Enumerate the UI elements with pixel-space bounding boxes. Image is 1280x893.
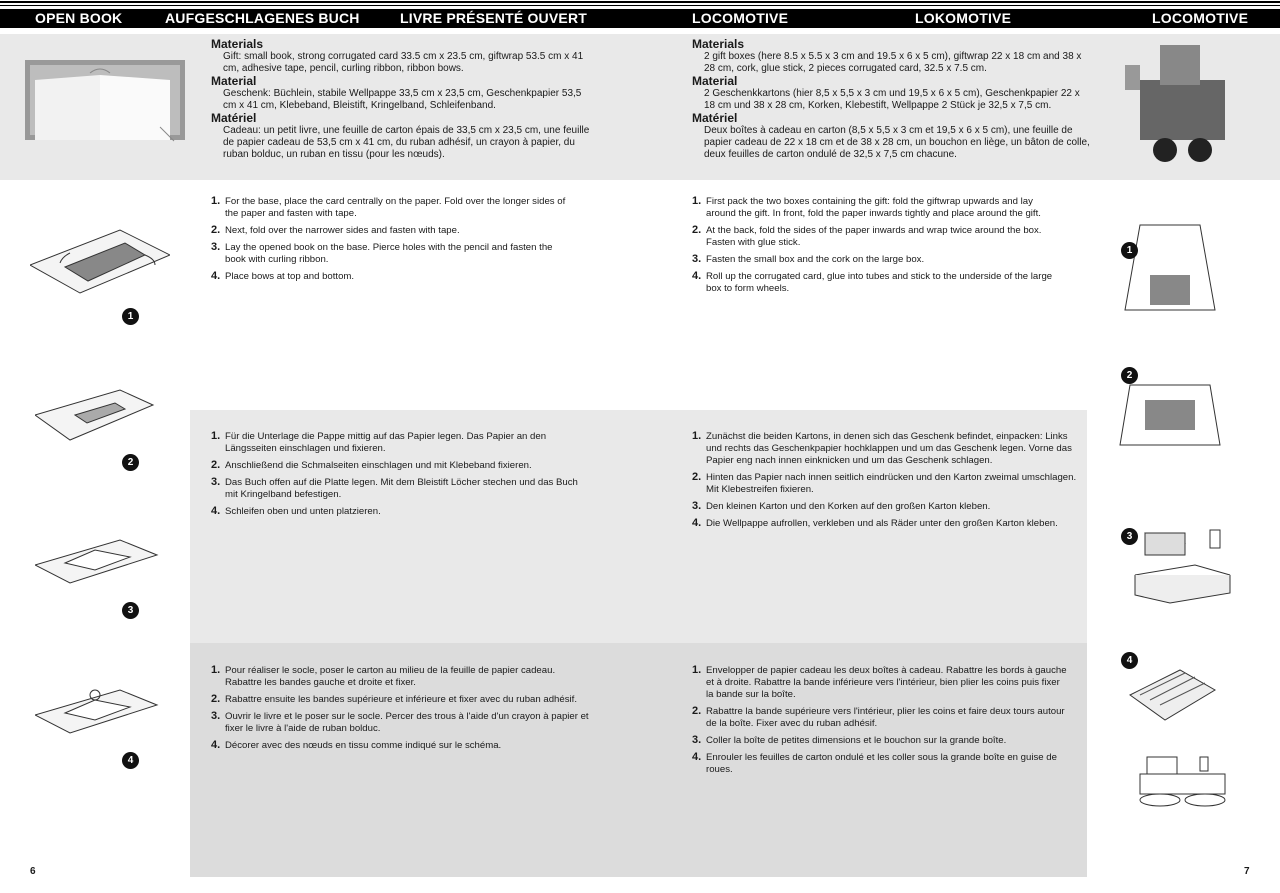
step-text: At the back, fold the sides of the paper inwards and wrap twice around the box. Fasten with glue stick. (706, 225, 1042, 248)
title-locomotive: LOCOMOTIVE (692, 10, 789, 26)
steps-right-de (692, 431, 1077, 535)
step-text: Rabattre la bande supérieure vers l'intérieur, plier les coins et faire deux tours autour de la boîte. Fixer avec du ruban adhésif. (706, 706, 1065, 729)
loco-step-badge-4: 4 (1121, 652, 1138, 669)
title-aufgeschlagenes-buch: AUFGESCHLAGENES BUCH (165, 10, 360, 26)
page-number-right: 7 (1244, 866, 1250, 877)
step-badge-3: 3 (122, 602, 139, 619)
step-text: Rabattre ensuite les bandes supérieure et inférieure et fixer avec du ruban adhésif. (225, 694, 577, 705)
step-text: Anschließend die Schmalseiten einschlagen und mit Klebeband fixieren. (225, 460, 532, 471)
step-item (692, 271, 1062, 295)
title-locomotive-fr: LOCOMOTIVE (1152, 10, 1249, 26)
materials-heading: Materials (211, 37, 264, 51)
step-text: For the base, place the card centrally on the paper. Fold over the longer sides of the paper and fasten with tape. (225, 196, 566, 219)
materials-heading: Materials (692, 37, 745, 51)
step-number: 1. (211, 430, 221, 442)
step-text: Coller la boîte de petites dimensions et le bouchon sur la grande boîte. (706, 735, 1007, 746)
step-4-illustration (35, 685, 160, 735)
steps-right-en (692, 196, 1062, 300)
materials-heading: Material (211, 74, 257, 88)
step-number: 1. (211, 195, 221, 207)
step-text: Place bows at top and bottom. (225, 271, 355, 282)
step-item (211, 460, 591, 472)
step-item (692, 665, 1067, 701)
materials-right (692, 38, 1092, 161)
materials-text: Deux boîtes à cadeau en carton (8,5 x 5,5 x 3 cm et 19,5 x 6 x 5 cm), une feuille de papier cadeau de 22 x 18 cm et de 38 x 28 cm, un bouchon en liège, un bâton de colle, deux feuilles de carton ondulé de 32,5 x 7,5 cm chacune. (704, 125, 1090, 160)
step-text: Roll up the corrugated card, glue into tubes and stick to the underside of the large box to form wheels. (706, 271, 1053, 294)
step-text: Ouvrir le livre et le poser sur le socle. Percer des trous à l'aide d'un crayon à papier et fixer le livre à l'aide de ruban bolduc. (225, 711, 589, 734)
steps-left-fr (211, 665, 591, 757)
step-badge-2: 2 (122, 454, 139, 471)
step-text: Für die Unterlage die Pappe mittig auf das Papier legen. Das Papier an den Längsseiten einschlagen und fixieren. (225, 431, 547, 454)
step-number: 3. (692, 734, 702, 746)
step-number: 3. (211, 241, 221, 253)
steps-right-fr (692, 665, 1067, 781)
step-number: 4. (692, 270, 702, 282)
step-text: Zunächst die beiden Kartons, in denen sich das Geschenk befindet, einpacken: Links und rechts das Geschenkpapier hochklappen und um das Geschenk legen. Vorne das Papier eng nach innen einknicken und um das Geschenk schlagen. (706, 431, 1072, 466)
step-item (211, 477, 591, 501)
materials-text: 2 Geschenkkartons (hier 8,5 x 5,5 x 3 cm und 19,5 x 6 x 5 cm), Geschenkpapier 22 x 18 cm und 38 x 28 cm, Korken, Klebestift, Wellpappe 2 Stück je 32,5 x 7,5 cm. (704, 88, 1080, 111)
step-number: 3. (692, 500, 702, 512)
step-number: 2. (211, 459, 221, 471)
step-number: 2. (211, 224, 221, 236)
step-item (211, 196, 571, 220)
header-bar (0, 9, 1280, 28)
step-number: 4. (692, 751, 702, 763)
top-rule (0, 1, 1280, 3)
page-number-left: 6 (30, 866, 36, 877)
step-text: Enrouler les feuilles de carton ondulé et les coller sous la grande boîte en guise de roues. (706, 752, 1057, 775)
steps-left-de (211, 431, 591, 523)
step-text: Hinten das Papier nach innen seitlich eindrücken und den Karton zweimal umschlagen. Mit Klebestreifen fixieren. (706, 472, 1077, 495)
step-text: Die Wellpappe aufrollen, verkleben und als Räder unter den großen Karton kleben. (706, 518, 1058, 529)
step-item (211, 242, 571, 266)
step-item (692, 196, 1062, 220)
top-rule (0, 5, 1280, 6)
step-number: 4. (692, 517, 702, 529)
step-text: Next, fold over the narrower sides and fasten with tape. (225, 225, 460, 236)
step-text: Décorer avec des nœuds en tissu comme indiqué sur le schéma. (225, 740, 502, 751)
step-number: 3. (211, 476, 221, 488)
step-badge-4: 4 (122, 752, 139, 769)
step-number: 1. (211, 664, 221, 676)
step-number: 4. (211, 739, 221, 751)
step-text: First pack the two boxes containing the gift: fold the giftwrap upwards and lay around the gift. In front, fold the paper inwards tightly and place around the gift. (706, 196, 1041, 219)
step-item (692, 752, 1067, 776)
materials-text: Cadeau: un petit livre, une feuille de carton épais de 33,5 cm x 23,5 cm, une feuille de papier cadeau de 53,5 cm x 41 cm, du ruban adhésif, un crayon à papier, du ruban bolduc, un ruban en tissu (pour les nœuds). (223, 125, 590, 160)
step-item (692, 472, 1077, 496)
step-number: 1. (692, 195, 702, 207)
step-item (692, 501, 1077, 513)
step-item (692, 431, 1077, 467)
step-number: 2. (692, 705, 702, 717)
materials-text: Geschenk: Büchlein, stabile Wellpappe 33,5 cm x 23,5 cm, Geschenkpapier 53,5 cm x 41 cm, Klebeband, Bleistift, Kringelband, Schleifenband. (223, 88, 582, 111)
step-item (692, 518, 1077, 530)
step-text: Lay the opened book on the base. Pierce holes with the pencil and fasten the book with curling ribbon. (225, 242, 553, 265)
loco-step-badge-2: 2 (1121, 367, 1138, 384)
step-item (692, 254, 1062, 266)
materials-left (211, 38, 591, 161)
step-item (211, 271, 571, 283)
title-lokomotive: LOKOMOTIVE (915, 10, 1012, 26)
step-number: 3. (211, 710, 221, 722)
step-text: Pour réaliser le socle, poser le carton au milieu de la feuille de papier cadeau. Rabattre les bandes gauche et droite et fixer. (225, 665, 556, 688)
step-badge-1: 1 (122, 308, 139, 325)
step-number: 1. (692, 430, 702, 442)
step-number: 2. (692, 224, 702, 236)
step-1-illustration (30, 225, 170, 295)
step-number: 1. (692, 664, 702, 676)
step-item (692, 225, 1062, 249)
step-item (211, 431, 591, 455)
step-text: Envelopper de papier cadeau les deux boîtes à cadeau. Rabattre les bords à gauche et à droite. Rabattre la bande inférieure vers l'intérieur, bien plier les coins puis fixer la bande sur la boîte. (706, 665, 1067, 700)
loco-step-4-illustration (1120, 665, 1220, 725)
step-item (211, 665, 591, 689)
step-item (211, 225, 571, 237)
step-item (211, 740, 591, 752)
materials-text: 2 gift boxes (here 8.5 x 5.5 x 3 cm and 19.5 x 6 x 5 cm), giftwrap 22 x 18 cm and 38 x 28 cm, cork, glue stick, 2 pieces corrugated card, 32.5 x 7.5 cm. (704, 51, 1082, 74)
materials-text: Gift: small book, strong corrugated card 33.5 cm x 23.5 cm, giftwrap 53.5 cm x 41 cm, adhesive tape, pencil, curling ribbon, ribbon bows. (223, 51, 584, 74)
step-item (211, 694, 591, 706)
step-text: Fasten the small box and the cork on the large box. (706, 254, 925, 265)
step-text: Den kleinen Karton und den Korken auf den großen Karton kleben. (706, 501, 991, 512)
loco-final-illustration (1135, 752, 1230, 812)
locomotive-photo (1120, 40, 1230, 170)
step-text: Schleifen oben und unten platzieren. (225, 506, 381, 517)
step-item (692, 706, 1067, 730)
open-book-photo (20, 45, 190, 155)
step-item (211, 506, 591, 518)
loco-step-badge-3: 3 (1121, 528, 1138, 545)
steps-left-en (211, 196, 571, 288)
title-livre: LIVRE PRÉSENTÉ OUVERT (400, 10, 588, 26)
step-number: 2. (692, 471, 702, 483)
loco-step-3-illustration (1125, 525, 1235, 605)
loco-step-badge-1: 1 (1121, 242, 1138, 259)
materials-heading: Material (692, 74, 738, 88)
step-number: 4. (211, 270, 221, 282)
step-item (211, 711, 591, 735)
step-number: 3. (692, 253, 702, 265)
title-open-book: OPEN BOOK (35, 10, 123, 26)
step-number: 2. (211, 693, 221, 705)
step-item (692, 735, 1067, 747)
loco-step-2-illustration (1110, 375, 1230, 455)
materials-heading: Matériel (692, 111, 738, 125)
step-text: Das Buch offen auf die Platte legen. Mit dem Bleistift Löcher stechen und das Buch mit Kringelband befestigen. (225, 477, 578, 500)
step-3-illustration (35, 535, 160, 585)
step-2-illustration (35, 385, 155, 445)
loco-step-1-illustration (1110, 215, 1230, 320)
materials-heading: Matériel (211, 111, 257, 125)
step-number: 4. (211, 505, 221, 517)
